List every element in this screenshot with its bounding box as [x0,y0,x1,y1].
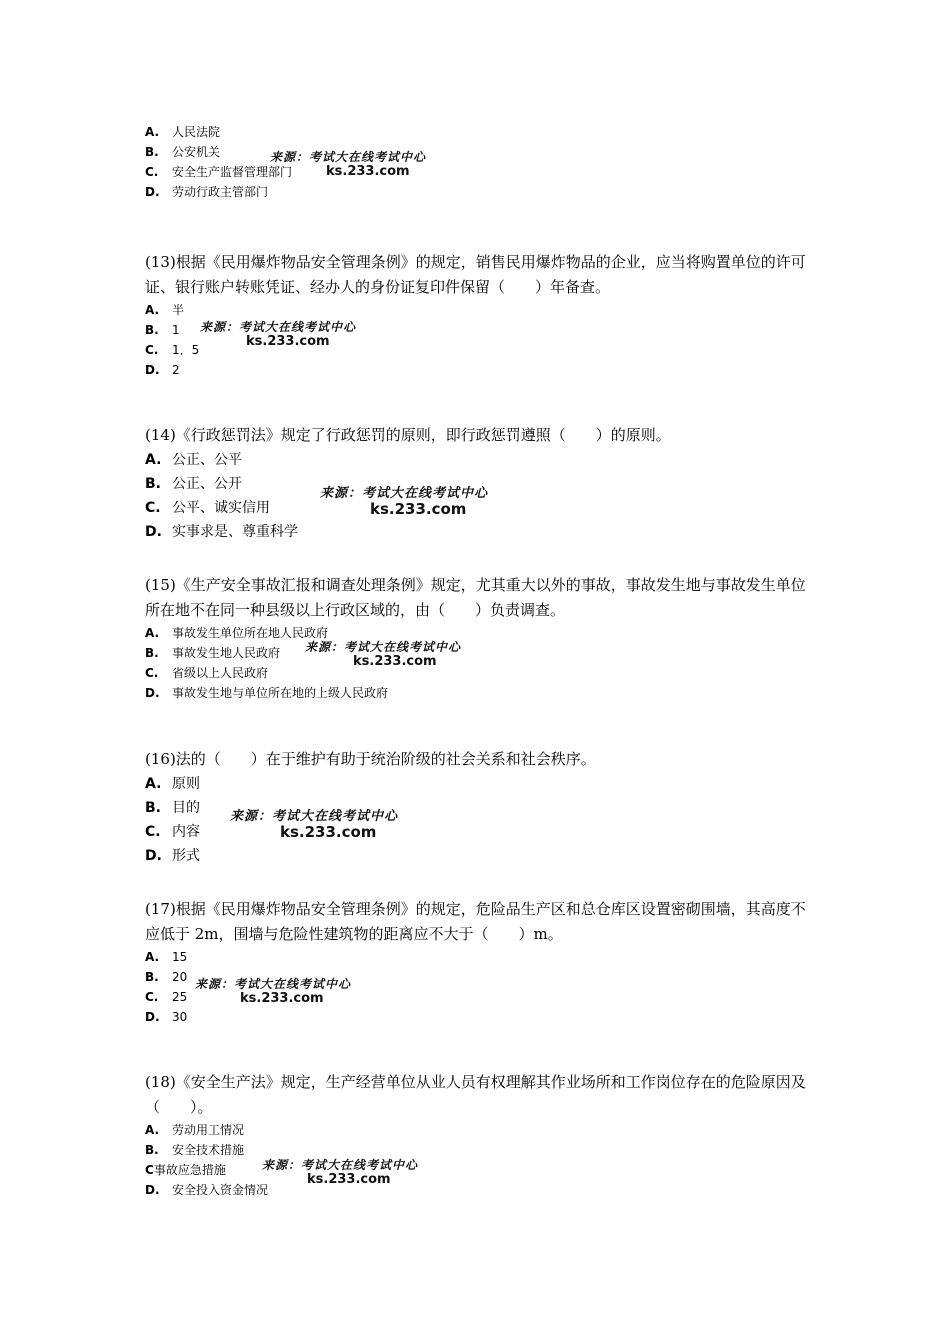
option-a: A. 事故发生单位所在地人民政府 [145,626,329,640]
option-d: D. 实事求是、尊重科学 [145,524,298,540]
option-d: D. 形式 [145,848,200,864]
watermark: 来源：考试大在线考试中心 ks.233.com [195,977,352,1006]
question-stem: (15)《生产安全事故汇报和调查处理条例》规定，尤其重大以外的事故，事故发生地与事故发生单位所在地不在同一种县级以上行政区域的，由（ ）负责调查。 [145,576,806,619]
question-stem: (13)根据《民用爆炸物品安全管理条例》的规定，销售民用爆炸物品的企业，应当将购置单位的许可证、银行账户转账凭证、经办人的身份证复印件保留（ ）年备查。 [145,253,806,296]
question-18 [145,1070,810,1200]
question-stem: (17)根据《民用爆炸物品安全管理条例》的规定，危险品生产区和总仓库区设置密砌围墙，其高度不应低于 2m，围墙与危险性建筑物的距离应不大于（ ）m。 [145,900,806,943]
options-list [145,623,810,703]
question-stem: (16)法的（ ）在于维护有助于统治阶级的社会关系和社会秩序。 [145,750,596,768]
option-d: D. 安全投入资金情况 [145,1183,269,1197]
option-c: C 事故应急措施 [145,1163,226,1177]
option-b: B. 公正、公开 [145,476,242,492]
question-17 [145,897,810,1027]
option-c: C. 1．5 [145,343,200,357]
option-b: B. 1 [145,323,180,337]
watermark: 来源：考试大在线考试中心 ks.233.com [320,486,489,518]
option-a: A. 15 [145,950,188,964]
option-a: A. 人民法院 [145,125,221,139]
option-c: C. 公平、诚实信用 [145,500,270,516]
option-d: D. 事故发生地与单位所在地的上级人民政府 [145,686,389,700]
question-stem: (14)《行政惩罚法》规定了行政惩罚的原则，即行政惩罚遵照（ ）的原则。 [145,426,671,444]
watermark: 来源：考试大在线考试中心 ks.233.com [270,150,427,179]
options-list [145,1120,810,1200]
watermark: 来源：考试大在线考试中心 ks.233.com [200,320,357,349]
option-b: B. 目的 [145,800,200,816]
option-b: B. 安全技术措施 [145,1143,245,1157]
option-c: C. 省级以上人民政府 [145,666,269,680]
watermark: 来源：考试大在线考试中心 ks.233.com [262,1158,419,1187]
option-a: A. 劳动用工情况 [145,1123,245,1137]
watermark: 来源：考试大在线考试中心 ks.233.com [305,640,462,669]
question-16 [145,747,810,868]
option-a: A. 原则 [145,776,200,792]
question-14 [145,423,810,544]
option-d: D. 劳动行政主管部门 [145,185,269,199]
question-15 [145,573,810,703]
question-13 [145,250,810,380]
option-d: D. 30 [145,1010,188,1024]
option-d: D. 2 [145,363,180,377]
option-b: B. 事故发生地人民政府 [145,646,281,660]
option-a: A. 公正、公平 [145,452,242,468]
watermark: 来源：考试大在线考试中心 ks.233.com [230,809,399,841]
option-b: B. 20 [145,970,188,984]
option-b: B. 公安机关 [145,145,221,159]
option-c: C. 25 [145,990,188,1004]
option-c: C. 内容 [145,824,200,840]
option-c: C. 安全生产监督管理部门 [145,165,293,179]
question-stem: (18)《安全生产法》规定，生产经营单位从业人员有权理解其作业场所和工作岗位存在的危险原因及（ ）。 [145,1073,806,1116]
option-a: A. 半 [145,303,185,317]
